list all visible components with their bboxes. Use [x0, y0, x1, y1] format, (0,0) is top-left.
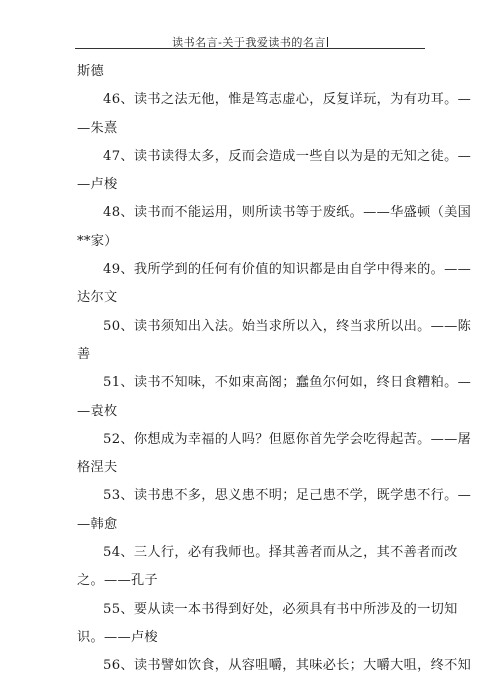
text-cursor: [327, 37, 328, 47]
quote-line: 52、你想成为幸福的人吗？但愿你首先学会吃得起苦。——屠: [103, 431, 472, 447]
quote-line: 格涅夫: [77, 460, 118, 476]
quote-line: **家）: [77, 233, 118, 249]
quote-line: —袁枚: [77, 403, 118, 419]
quote-line: 53、读书患不多，思义患不明；足己患不学，既学患不行。—: [103, 488, 472, 504]
quote-line: 识。——卢梭: [77, 629, 158, 645]
quote-line: 54、三人行，必有我师也。择其善者而从之，其不善者而改: [103, 545, 458, 561]
quote-line: 50、读书须知出入法。始当求所以入，终当求所以出。——陈: [103, 318, 472, 334]
quote-line: —韩愈: [77, 516, 118, 532]
quote-line: 47、读书读得太多，反而会造成一些自以为是的无知之徒。—: [103, 148, 472, 164]
quote-line: 49、我所学到的任何有价值的知识都是由自学中得来的。——: [103, 262, 472, 278]
quote-line: —朱熹: [77, 120, 118, 136]
quote-line: 斯德: [77, 64, 104, 79]
quote-line: 善: [77, 346, 91, 362]
quote-line: 55、要从读一本书得到好处，必须具有书中所涉及的一切知: [103, 601, 458, 617]
quote-line: 56、读书譬如饮食，从容咀嚼，其味必长；大嚼大咀，终不知: [103, 658, 472, 674]
quote-line: 51、读书不知味，不如束高阁；蠢鱼尔何如，终日食糟粕。—: [103, 375, 472, 391]
quote-line: 之。——孔子: [77, 573, 158, 589]
header-divider: [75, 48, 425, 49]
quote-line: —卢梭: [77, 177, 118, 193]
quote-line: 48、读书而不能运用，则所读书等于废纸。——华盛顿（美国: [103, 205, 472, 221]
quote-line: 46、读书之法无他，惟是笃志虚心，反复详玩，为有功耳。—: [103, 92, 472, 108]
quote-list: [77, 58, 472, 681]
header-title-text: 读书名言-关于我爱读书的名言: [172, 36, 326, 49]
quote-line: 达尔文: [77, 290, 118, 306]
